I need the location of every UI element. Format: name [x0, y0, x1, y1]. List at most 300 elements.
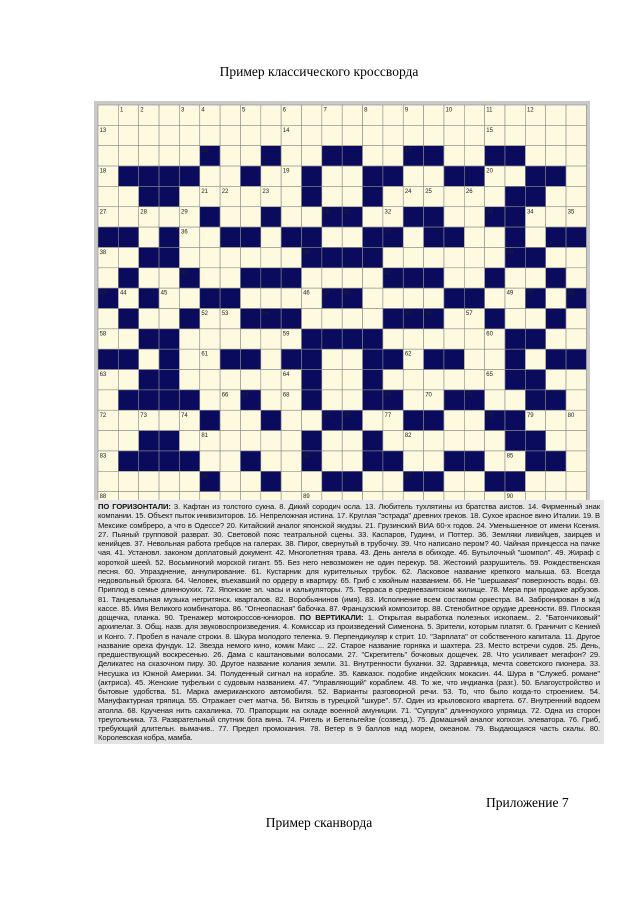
grid-block-cell: [302, 166, 322, 186]
cell-number: 35: [567, 209, 575, 216]
grid-cell: [403, 227, 423, 247]
grid-cell: [240, 471, 260, 491]
cell-number: 23: [262, 188, 270, 195]
grid-block-cell: [566, 227, 586, 247]
grid-cell: [464, 431, 484, 451]
grid-block-cell: [98, 227, 118, 247]
grid-cell: [383, 370, 403, 390]
grid-cell: [139, 146, 159, 166]
grid-block-cell: [383, 309, 403, 329]
grid-cell: [566, 451, 586, 471]
grid-cell: [403, 370, 423, 390]
cell-number: 40: [506, 249, 514, 256]
grid-block-cell: [159, 349, 179, 369]
grid-block-cell: [424, 227, 444, 247]
grid-cell: [302, 410, 322, 430]
grid-cell: [200, 329, 220, 349]
grid-cell: [302, 268, 322, 288]
grid-cell: [302, 125, 322, 145]
cell-number: 75: [323, 412, 331, 419]
cell-number: 76: [343, 412, 351, 419]
grid-cell: [485, 431, 505, 451]
grid-cell: [302, 309, 322, 329]
grid-cell: [261, 166, 281, 186]
grid-block-cell: [363, 247, 383, 267]
page-title: Пример классического кроссворда: [219, 64, 419, 79]
grid-cell: [159, 471, 179, 491]
grid-cell: [363, 268, 383, 288]
grid-cell: [342, 370, 362, 390]
grid-cell: [546, 207, 566, 227]
grid-cell: [322, 125, 342, 145]
grid-block-cell: [118, 268, 138, 288]
grid-cell: [220, 146, 240, 166]
grid-cell: [240, 125, 260, 145]
grid-cell: [342, 268, 362, 288]
cell-number: 33: [486, 209, 493, 216]
grid-cell: [118, 329, 138, 349]
cell-number: 14: [282, 127, 290, 134]
grid-cell: [179, 349, 199, 369]
grid-cell: [444, 146, 464, 166]
grid-block-cell: [383, 349, 403, 369]
grid-cell: [485, 247, 505, 267]
cell-number: 19: [282, 168, 290, 175]
grid-block-cell: [200, 207, 220, 227]
cell-number: 67: [242, 392, 249, 399]
grid-cell: [566, 247, 586, 267]
grid-block-cell: [139, 390, 159, 410]
grid-cell: [566, 390, 586, 410]
grid-cell: [179, 125, 199, 145]
grid-cell: [363, 288, 383, 308]
grid-block-cell: [139, 288, 159, 308]
cell-number: 63: [99, 372, 107, 379]
grid-block-cell: [261, 268, 281, 288]
cell-number: 45: [160, 290, 168, 297]
grid-cell: [98, 309, 118, 329]
grid-cell: [159, 207, 179, 227]
clues-panel: [94, 500, 604, 744]
grid-block-cell: [98, 349, 118, 369]
grid-cell: [220, 247, 240, 267]
grid-cell: [444, 207, 464, 227]
grid-cell: [281, 146, 301, 166]
grid-cell: [383, 471, 403, 491]
grid-block-cell: [525, 431, 545, 451]
cell-number: 50: [526, 290, 534, 297]
grid-cell: [98, 105, 118, 125]
grid-cell: [281, 431, 301, 451]
grid-block-cell: [220, 227, 240, 247]
grid-block-cell: [505, 410, 525, 430]
grid-cell: [200, 268, 220, 288]
cell-number: 3: [181, 107, 185, 114]
grid-cell: [464, 105, 484, 125]
cell-number: 86: [201, 473, 209, 480]
grid-block-cell: [424, 207, 444, 227]
grid-block-cell: [139, 431, 159, 451]
grid-cell: [261, 451, 281, 471]
grid-cell: [444, 125, 464, 145]
grid-cell: [220, 451, 240, 471]
grid-cell: [118, 471, 138, 491]
grid-cell: [485, 451, 505, 471]
grid-cell: [281, 288, 301, 308]
grid-block-cell: [363, 349, 383, 369]
grid-block-cell: [485, 268, 505, 288]
grid-cell: [566, 370, 586, 390]
grid-block-cell: [546, 268, 566, 288]
grid-block-cell: [118, 309, 138, 329]
cell-number: 68: [282, 392, 290, 399]
grid-cell: [139, 268, 159, 288]
cell-number: 52: [201, 311, 209, 317]
grid-cell: [322, 349, 342, 369]
grid-cell: [505, 105, 525, 125]
grid-block-cell: [363, 329, 383, 349]
grid-cell: [525, 268, 545, 288]
cell-number: 60: [486, 331, 493, 338]
grid-cell: [485, 288, 505, 308]
cell-number: 77: [384, 412, 392, 419]
grid-cell: [342, 309, 362, 329]
grid-cell: [261, 431, 281, 451]
cell-number: 42: [384, 270, 392, 277]
grid-block-cell: [525, 247, 545, 267]
grid-block-cell: [179, 309, 199, 329]
grid-cell: [424, 288, 444, 308]
grid-block-cell: [363, 227, 383, 247]
appendix-label: Приложение 7: [486, 795, 569, 810]
grid-cell: [220, 105, 240, 125]
grid-block-cell: [505, 227, 525, 247]
grid-block-cell: [281, 268, 301, 288]
grid-block-cell: [525, 451, 545, 471]
grid-cell: [566, 431, 586, 451]
grid-cell: [261, 390, 281, 410]
grid-cell: [403, 288, 423, 308]
cell-number: 54: [262, 311, 270, 317]
cell-number: 36: [181, 229, 188, 236]
grid-block-cell: [546, 227, 566, 247]
grid-block-cell: [179, 451, 199, 471]
cell-number: 27: [99, 209, 107, 216]
grid-block-cell: [302, 186, 322, 206]
grid-block-cell: [505, 370, 525, 390]
cell-number: 9: [404, 107, 409, 114]
cell-number: 37: [384, 229, 392, 236]
grid-cell: [485, 349, 505, 369]
cell-number: 24: [404, 188, 412, 195]
cell-number: 15: [486, 127, 493, 134]
down-clues: 1. Открытая выработка полезных ископаем.. 2. "Батончиковый" архипелаг. 3. Общ. назв. для звуковоспроизведения. 4. Комиссар из произведений Сименона. 5. Зрители, которым платят. 6. Граничит с Кенией и Конго. 7. Пробел в начале строки. 8. Шкура молодого теленка. 9. Перпендикуляр к стрит. 10. "Зарплата" от собственного капитала. 11. Другое название ореха фундук. 12. Звезда немого кино, комик Макс ... 22. Старое название горняка и шахтера. 23. Место встречи судов. 25. День, предшествующий воскресенью. 26. Дама с каштановыми волосами. 27. "Скрепитель" бочковых дощечек. 28. Что усиливает мегафон? 29. Деликатес на сказочном пиру. 30. Другое название колания земли. 31. Внутренности буханки. 32. Здравница, мечта советского пионера. 33. Несушка из Южной Америки. 34. Полуденный сигнал на корабле. 35. Кавказск. подобие индейских мокасин. 44. Шура в "Служеб. романе" (актриса). 45. Женские туфельки с судовым названием. 47. "Управляющий" кораблем. 48. То же, что индианка (разг.). 50. Благоустройство и бытовые удобства. 51. Марка американского автомобиля. 52. Варианты разговорной речи. 53. То, что было когда-то строением. 54. Мануфактурная тряпица. 55. Отражает счет матча. 56. Витязь в турецкой "шкуре". 57. Один из крыловского квартета. 67. Внутренний водоем атолла. 68. Крученая нить сахалинка. 70. Прапорщик на складе военной амуниции. 71. "Супруга" длинноухого упрямца. 72. Одна из сторон треугольника. 73. Разврательный спутник бога вина. 74. Ригель и Бетельгейзе (созвезд.). 75. Домашний аналог копхозн. элеватора. 76. Гриб, требующий длительн. вымачив.. 77. Предел промокания. 78. Ветер в 9 баллов над морем, океаном. 79. Выдающаяся часть скалы. 80. Королевская кобра, мамба.: [98, 613, 600, 743]
grid-cell: [261, 288, 281, 308]
grid-block-cell: [505, 207, 525, 227]
cell-number: 71: [465, 392, 473, 399]
grid-block-cell: [118, 349, 138, 369]
grid-cell: [546, 288, 566, 308]
grid-block-cell: [485, 309, 505, 329]
grid-cell: [200, 125, 220, 145]
grid-block-cell: [383, 166, 403, 186]
cell-number: 34: [526, 209, 534, 216]
grid-block-cell: [118, 451, 138, 471]
grid-cell: [464, 471, 484, 491]
grid-cell: [118, 370, 138, 390]
grid-block-cell: [505, 349, 525, 369]
grid-block-cell: [444, 349, 464, 369]
grid-block-cell: [525, 370, 545, 390]
grid-cell: [240, 370, 260, 390]
cell-number: 61: [201, 351, 209, 358]
grid-block-cell: [342, 471, 362, 491]
crossword-grid: [94, 101, 590, 516]
cell-number: 59: [282, 331, 290, 338]
grid-cell: [322, 451, 342, 471]
cell-number: 72: [99, 412, 107, 419]
grid-cell: [546, 431, 566, 451]
grid-cell: [464, 370, 484, 390]
grid-cell: [220, 166, 240, 186]
grid-cell: [546, 105, 566, 125]
grid-block-cell: [485, 471, 505, 491]
cell-number: 58: [99, 331, 107, 338]
cell-number: 21: [201, 188, 209, 195]
grid-cell: [261, 349, 281, 369]
grid-cell: [98, 146, 118, 166]
grid-cell: [159, 105, 179, 125]
grid-cell: [444, 309, 464, 329]
grid-cell: [342, 349, 362, 369]
grid-cell: [383, 105, 403, 125]
crossword-grid-svg: [94, 101, 590, 516]
grid-block-cell: [322, 146, 342, 166]
cell-number: 53: [221, 311, 229, 317]
cell-number: 30: [323, 209, 331, 216]
grid-cell: [444, 186, 464, 206]
grid-cell: [302, 105, 322, 125]
grid-cell: [139, 349, 159, 369]
grid-block-cell: [240, 309, 260, 329]
cell-number: 7: [323, 107, 327, 114]
grid-cell: [383, 247, 403, 267]
grid-cell: [424, 329, 444, 349]
grid-cell: [363, 410, 383, 430]
cell-number: 20: [486, 168, 493, 175]
grid-block-cell: [505, 186, 525, 206]
grid-cell: [220, 268, 240, 288]
grid-cell: [546, 370, 566, 390]
cell-number: 64: [282, 372, 290, 379]
grid-block-cell: [444, 390, 464, 410]
grid-block-cell: [403, 410, 423, 430]
cell-number: 89: [303, 494, 310, 501]
grid-block-cell: [546, 309, 566, 329]
grid-block-cell: [403, 207, 423, 227]
grid-cell: [220, 471, 240, 491]
cell-number: 16: [201, 148, 209, 155]
cell-number: 5: [242, 107, 246, 114]
grid-block-cell: [424, 471, 444, 491]
grid-cell: [240, 410, 260, 430]
cell-number: 43: [99, 290, 107, 297]
grid-cell: [342, 105, 362, 125]
grid-cell: [383, 146, 403, 166]
grid-block-cell: [240, 451, 260, 471]
grid-cell: [464, 227, 484, 247]
grid-cell: [363, 146, 383, 166]
clues-text: [98, 502, 600, 743]
grid-cell: [200, 227, 220, 247]
grid-block-cell: [139, 247, 159, 267]
grid-cell: [220, 329, 240, 349]
grid-block-cell: [240, 268, 260, 288]
grid-cell: [342, 166, 362, 186]
grid-cell: [281, 410, 301, 430]
grid-cell: [179, 247, 199, 267]
cell-number: 39: [303, 249, 310, 256]
grid-cell: [322, 309, 342, 329]
grid-cell: [505, 125, 525, 145]
grid-block-cell: [139, 186, 159, 206]
grid-block-cell: [464, 451, 484, 471]
grid-block-cell: [159, 227, 179, 247]
grid-block-cell: [139, 329, 159, 349]
grid-cell: [240, 247, 260, 267]
grid-block-cell: [302, 227, 322, 247]
grid-block-cell: [363, 370, 383, 390]
grid-block-cell: [179, 390, 199, 410]
grid-cell: [342, 431, 362, 451]
grid-block-cell: [525, 390, 545, 410]
across-heading: ПО ГОРИЗОНТАЛИ:: [98, 502, 171, 511]
cell-number: 83: [99, 453, 107, 460]
grid-cell: [546, 186, 566, 206]
cell-number: 18: [99, 168, 107, 175]
grid-cell: [363, 309, 383, 329]
grid-block-cell: [363, 431, 383, 451]
grid-cell: [220, 125, 240, 145]
grid-cell: [464, 329, 484, 349]
grid-block-cell: [363, 451, 383, 471]
grid-block-cell: [159, 431, 179, 451]
grid-cell: [159, 146, 179, 166]
grid-cell: [98, 186, 118, 206]
grid-block-cell: [444, 451, 464, 471]
grid-cell: [240, 186, 260, 206]
grid-cell: [118, 247, 138, 267]
grid-block-cell: [240, 227, 260, 247]
cell-number: 81: [201, 433, 209, 440]
grid-block-cell: [139, 451, 159, 471]
grid-cell: [424, 370, 444, 390]
grid-block-cell: [159, 186, 179, 206]
grid-cell: [464, 146, 484, 166]
grid-block-cell: [118, 390, 138, 410]
cell-number: 1: [119, 107, 124, 114]
grid-block-cell: [302, 370, 322, 390]
grid-block-cell: [464, 166, 484, 186]
grid-block-cell: [505, 431, 525, 451]
grid-cell: [281, 186, 301, 206]
cell-number: 10: [445, 107, 453, 114]
grid-cell: [363, 207, 383, 227]
grid-cell: [546, 247, 566, 267]
grid-cell: [261, 227, 281, 247]
grid-block-cell: [525, 186, 545, 206]
grid-cell: [444, 370, 464, 390]
cell-number: 26: [465, 188, 473, 195]
grid-cell: [424, 166, 444, 186]
grid-cell: [424, 125, 444, 145]
grid-cell: [525, 125, 545, 145]
grid-cell: [424, 247, 444, 267]
grid-cell: [281, 207, 301, 227]
cell-number: 73: [140, 412, 147, 419]
grid-cell: [485, 227, 505, 247]
grid-cell: [464, 349, 484, 369]
grid-cell: [179, 329, 199, 349]
grid-cell: [444, 247, 464, 267]
grid-block-cell: [363, 186, 383, 206]
grid-cell: [302, 146, 322, 166]
grid-cell: [179, 431, 199, 451]
grid-cell: [240, 329, 260, 349]
grid-cell: [220, 370, 240, 390]
grid-block-cell: [505, 329, 525, 349]
grid-cell: [322, 166, 342, 186]
grid-cell: [525, 309, 545, 329]
cell-number: 78: [486, 412, 493, 419]
grid-cell: [179, 288, 199, 308]
grid-block-cell: [179, 166, 199, 186]
grid-cell: [302, 471, 322, 491]
grid-cell: [485, 186, 505, 206]
grid-block-cell: [546, 390, 566, 410]
grid-cell: [322, 431, 342, 451]
grid-cell: [200, 247, 220, 267]
grid-cell: [342, 186, 362, 206]
grid-block-cell: [261, 471, 281, 491]
grid-cell: [525, 146, 545, 166]
scanword-title: Пример сканворда: [265, 815, 373, 830]
grid-cell: [118, 410, 138, 430]
grid-cell: [139, 125, 159, 145]
grid-block-cell: [261, 410, 281, 430]
grid-cell: [525, 471, 545, 491]
grid-cell: [505, 309, 525, 329]
grid-block-cell: [505, 146, 525, 166]
grid-cell: [342, 451, 362, 471]
grid-block-cell: [525, 329, 545, 349]
cell-number: 2: [140, 107, 144, 114]
grid-cell: [424, 451, 444, 471]
grid-block-cell: [566, 349, 586, 369]
grid-cell: [240, 431, 260, 451]
grid-cell: [424, 431, 444, 451]
grid-block-cell: [159, 370, 179, 390]
grid-cell: [200, 390, 220, 410]
grid-block-cell: [139, 370, 159, 390]
cell-number: 56: [425, 311, 432, 317]
grid-cell: [525, 227, 545, 247]
grid-cell: [424, 105, 444, 125]
cell-number: 65: [486, 372, 493, 379]
grid-cell: [546, 146, 566, 166]
grid-block-cell: [444, 288, 464, 308]
cell-number: 55: [404, 311, 412, 317]
